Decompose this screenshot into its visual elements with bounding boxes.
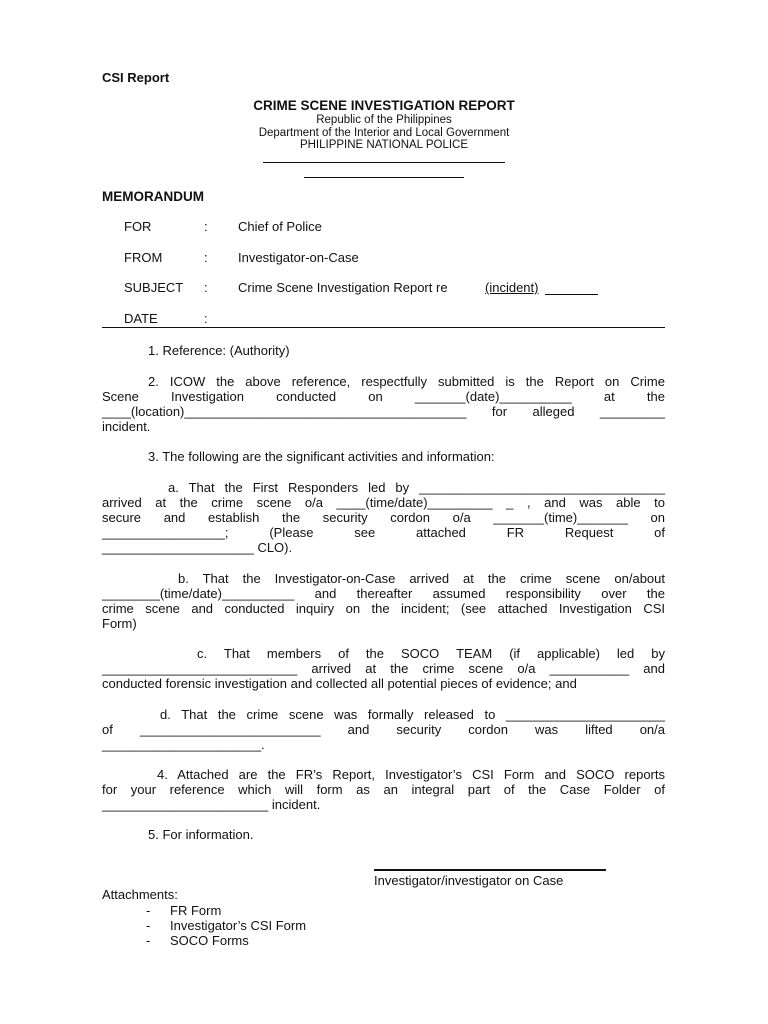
field-for-label: FOR <box>124 219 152 234</box>
field-from-value: Investigator-on-Case <box>238 250 359 265</box>
signature-line <box>374 869 606 871</box>
field-for-value: Chief of Police <box>238 219 322 234</box>
paragraph-5: 5. For information. <box>148 827 254 842</box>
item-c-line: c. That members of the SOCO TEAM (if applicable) led by <box>197 646 665 661</box>
field-for-sep: : <box>204 219 208 234</box>
paragraph-item-b <box>102 571 665 631</box>
memo-header-rule <box>102 327 665 328</box>
paragraph-2-line: 2. ICOW the above reference, respectfully submitted is the Report on Crime <box>148 374 665 389</box>
item-a-line: a. That the First Responders led by __________________________________ <box>168 480 665 495</box>
attachments-heading: Attachments: <box>102 887 178 902</box>
report-title: CRIME SCENE INVESTIGATION REPORT <box>253 98 515 113</box>
paragraph-4-line: _______________________ incident. <box>102 797 321 812</box>
field-subject-label: SUBJECT <box>124 280 184 295</box>
header-line-pnp: PHILIPPINE NATIONAL POLICE <box>299 139 469 151</box>
header-blank-line-1 <box>263 162 505 163</box>
field-from-label: FROM <box>124 250 163 265</box>
item-a-line: secure and establish the security cordon o/a _______(time)_______ on <box>102 510 665 525</box>
attachment-text: FR Form <box>170 903 222 918</box>
attachment-text: SOCO Forms <box>170 933 249 948</box>
paragraph-4-line: 4. Attached are the FR’s Report, Investigator’s CSI Form and SOCO reports <box>157 767 665 782</box>
memorandum-heading: MEMORANDUM <box>102 189 204 204</box>
item-a-line: _________________; (Please see attached FR Request of <box>102 525 665 540</box>
paragraph-2 <box>102 374 665 434</box>
item-d-line: of _________________________ and security cordon was lifted on/a <box>102 722 665 737</box>
attachment-bullet: - <box>146 918 151 933</box>
attachment-bullet: - <box>146 933 151 948</box>
paragraph-item-a <box>102 480 665 555</box>
item-c-line: ___________________________ arrived at the crime scene o/a ___________ and <box>102 661 665 676</box>
item-a-line: _____________________ CLO). <box>102 540 293 555</box>
document-label: CSI Report <box>102 70 170 85</box>
attachment-bullet: - <box>146 903 151 918</box>
field-subject-underline <box>545 294 598 295</box>
field-subject-sep: : <box>204 280 208 295</box>
paragraph-2-line: ____(location)_______________________________________ for alleged _________ <box>102 404 665 419</box>
paragraph-4 <box>102 767 665 812</box>
paragraph-3: 3. The following are the significant activities and information: <box>148 449 495 464</box>
item-a-line: arrived at the crime scene o/a ____(time/date)_________ _ , and was able to <box>102 495 665 510</box>
paragraph-4-line: for your reference which will form as an integral part of the Case Folder of <box>102 782 665 797</box>
paragraph-reference: 1. Reference: (Authority) <box>148 343 290 358</box>
paragraph-2-line: Scene Investigation conducted on _______(date)__________ at the <box>102 389 665 404</box>
item-d-line: d. That the crime scene was formally released to ______________________ <box>160 707 665 722</box>
field-subject-value: Crime Scene Investigation Report re <box>238 280 448 295</box>
field-from-sep: : <box>204 250 208 265</box>
signature-label: Investigator/investigator on Case <box>374 873 564 888</box>
item-c-line: conducted forensic investigation and collected all potential pieces of evidence; and <box>102 676 577 691</box>
paragraph-item-c <box>102 646 665 691</box>
field-date-sep: : <box>204 311 208 326</box>
item-b-line: crime scene and conducted inquiry on the incident; (see attached Investigation CSI <box>102 601 665 616</box>
item-b-line: Form) <box>102 616 137 631</box>
item-b-line: b. That the Investigator-on-Case arrived at the crime scene on/about <box>178 571 665 586</box>
header-line-republic: Republic of the Philippines <box>316 114 452 126</box>
field-subject-incident: (incident) <box>485 280 539 295</box>
header-blank-line-2 <box>304 177 464 178</box>
item-b-line: ________(time/date)__________ and thereafter assumed responsibility over the <box>102 586 665 601</box>
paragraph-item-d <box>102 707 665 752</box>
attachment-text: Investigator’s CSI Form <box>170 918 307 933</box>
header-line-dilg: Department of the Interior and Local Government <box>258 127 510 139</box>
item-d-line: ______________________. <box>102 737 265 752</box>
field-date-label: DATE <box>124 311 158 326</box>
paragraph-2-line: incident. <box>102 419 151 434</box>
